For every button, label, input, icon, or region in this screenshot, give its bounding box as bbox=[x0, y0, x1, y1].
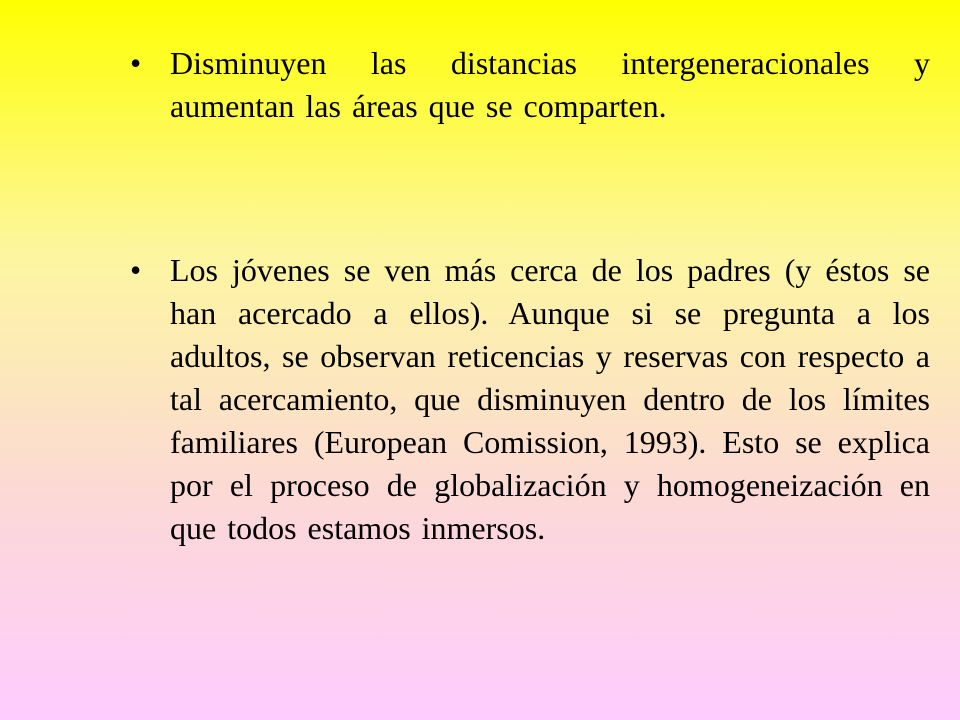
bullet-marker: • bbox=[130, 252, 142, 288]
bullet-text-youth-parents: Los jóvenes se ven más cerca de los padres (y éstos se han acercado a ellos). Aunque si se pregunta a los adultos, se observan reticencias y reservas con respecto a tal acercamiento, que disminuyen dentro de los límites familiares (European Comission, 1993). Esto se explica por el proceso de globalización y homogeneización en que todos estamos inmersos. bbox=[170, 252, 930, 546]
bullet-marker: • bbox=[130, 45, 142, 81]
bullet-item-distances bbox=[130, 42, 930, 128]
bullet-item-youth-parents bbox=[130, 249, 930, 550]
bullet-text-distances: Disminuyen las distancias intergeneracionales y aumentan las áreas que se comparten. bbox=[170, 45, 930, 124]
